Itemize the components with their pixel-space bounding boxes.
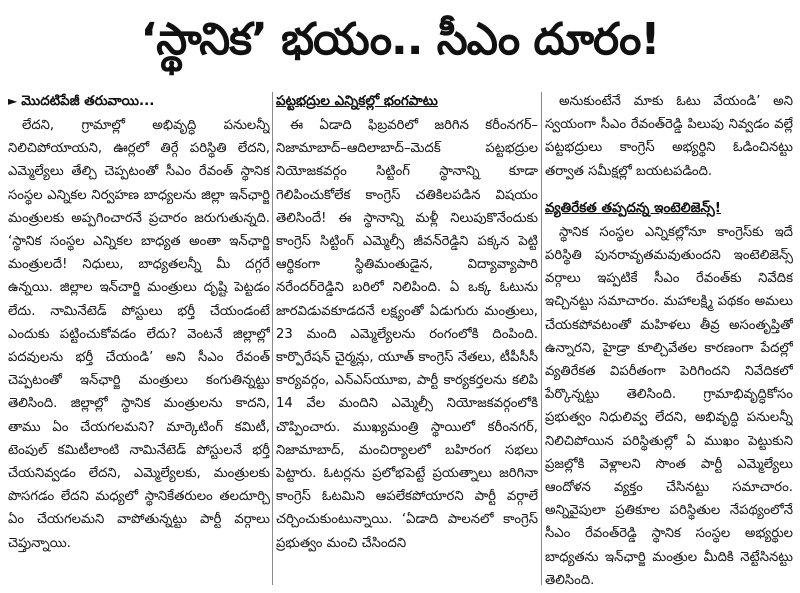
column-divider bbox=[272, 92, 273, 585]
section-subhead: పట్టభద్రుల ఎన్నికల్లో భంగపాటు bbox=[276, 93, 438, 109]
column-divider bbox=[541, 92, 542, 585]
article-column-1 bbox=[8, 90, 270, 587]
body-paragraph: స్థానిక సంస్థల ఎన్నికల్లోనూ కాంగ్రెస్‌కు ఇదే పరిస్థితి పునరావృతమవుతుందని ఇంటెలిజెన్స్ వర్గాలు ఇప్పటికే సీఎం రేవంత్‌కు నివేదిక ఇచ్చినట్టు సమాచారం. మహాలక్ష్మి పథకం అమలు చేయకపోవటంతో మహిళలు తీవ్ర అసంతృప్తితో ఉన్నారని, హైడ్రా కూల్చివేతల కారణంగా పేదల్లో వ్యతిరేకత విపరీతంగా పెరిగిందని నివేదికలో పేర్కొన్నట్టు తెలిసింది. గ్రామాభివృద్ధికోసం ప్రభుత్వం నిధులివ్వ లేదని, అభివృద్ధి పనులన్నీ నిలిచిపోయిన పరిస్థితుల్లో ఏ ముఖం పెట్టుకుని ప్రజల్లోకి వెళ్లాలని సొంత పార్టీ ఎమ్మెల్యేలు ఆందోళన వ్యక్తం చేసినట్టు సమాచారం. అన్నివైపులా ప్రతికూల పరిస్థితుల నేపథ్యంలోనే సీఎం రేవంత్‌రెడ్డి స్థానిక సంస్థల అభ్యర్థుల బాధ్యతను ఇన్‌ఛార్జి మంత్రుల మీదికి నెట్టేసినట్టు తెలిసింది. bbox=[545, 224, 793, 587]
arrow-icon: ► bbox=[8, 94, 18, 108]
body-paragraph: లేదని, గ్రామాల్లో అభివృద్ధి పనులన్నీ నిలిచిపోయాయని, ఊర్లలో తిర్గే పరిస్థితి లేదని, ఎమ్మెల్యేలు తేల్చి చెప్పటంతో సీఎం రేవంత్ స్థానిక సంస్థల ఎన్నికల నిర్వహణ బాధ్యలను జిల్లా ఇన్‌ఛార్జి మంత్రులకు అప్పగించారనే ప్రచారం జరుగుతున్నది. ‘స్థానిక సంస్థల ఎన్నికల బాధ్యత అంతా ఇన్‌ఛార్జి మంత్రులదే! నిధులు, బాధ్యతలన్నీ మీ దగ్గరే ఉన్నయి. జిల్లాల ఇన్‌చార్జి మంత్రులు దృష్టి పెట్టడం లేదు. నామినేటెడ్ పోస్టులు భర్తీ చేయండంటే ఎందుకు పట్టించుకోవడం లేదు? వెంటనే జిల్లాల్లో పదవులను భర్తీ చేయండి’ అని సీఎం రేవంత్ చెప్పటంతో ఇన్‌ఛార్జి మంత్రులు కంగుతిన్నట్టు తెలిసింది. జిల్లాల్లో స్థానిక మంత్రులను కాదని, తాము ఏం చేయగలమని? మార్కెటింగ్ కమిటీ, టెంపుల్ కమిటీలాంటి నామినేటెడ్ పోస్టులనే భర్తీ చేయనివ్వడం లేదని, ఎమ్మెల్యేలకు, మంత్రులకు పొసగడం లేదని మధ్యలో స్థానికేతరులం తలదూర్చి ఏం చేయగలమని వాపోతున్నట్టు పార్టీ వర్గాలు చెప్తున్నాయి. bbox=[8, 118, 270, 551]
body-paragraph: అనుకుంటేనే మాకు ఓటు వేయండి’ అని స్వయంగా సీఎం రేవంత్‌రెడ్డి పిలుపు నివ్వడం వల్లే పట్టభద్రులు కాంగ్రెస్ అభ్యర్థిని ఓడించినట్టు తర్వాత సమీక్షల్లో బయటపడింది. bbox=[545, 94, 793, 179]
paragraph-gap bbox=[545, 183, 793, 197]
continuation-kicker bbox=[8, 90, 270, 112]
section-subhead: వ్యతిరేకత తప్పదన్న ఇంటెలిజెన్స్! bbox=[545, 199, 721, 216]
article-column-3 bbox=[545, 90, 793, 587]
kicker-label: మొదటిపేజీ తరువాయి... bbox=[21, 93, 155, 109]
body-paragraph: ఈ ఏడాది ఫిబ్రవరిలో జరిగిన కరీంనగర్‌–నిజామాబాద్–ఆదిలాబాద్–మెదక్ పట్టభద్రుల నియోజకవర్గం సిట్టింగ్ స్థానాన్ని కూడా గెలిపించుకోలేక కాంగ్రెస్ చతికిలపడిన విషయం తెలిసిందే! ఈ స్థానాన్ని మళ్లీ నిలుపుకొనేందుకు కాంగ్రెస్ సిట్టింగ్ ఎమ్మెల్సీ జీవన్‌రెడ్డిని పక్కన పెట్టి ఆర్థికంగా స్థితిమంతుడైన, విద్యావ్యాపారి నరేందర్‌రెడ్డిని బరిలో నిలిపింది. ఏ ఒక్క ఓటును జారవిడువకూడదనే లక్ష్యంతో ఏడుగురు మంత్రులు, 23 మంది ఎమ్మెల్యేలను రంగంలోకి దింపింది. కార్పొరేషన్ చైర్మన్లు, యూత్ కాంగ్రెస్ నేతలు, టీపీసీసీ కార్యవర్గం, ఎన్‌ఎస్‌యూఐ, పార్టీ కార్యకర్తలను కలిపి 14 వేల మందిని ఎమ్మెల్సీ నియోజకవర్గంలోకి చొప్పించారు. ముఖ్యమంత్రి స్థాయిలో కరీంనగర్, నిజామాబాద్, మంచిర్యాలలో బహిరంగ సభలు పెట్టారు. ఓటర్లను ప్రలోభపెట్టే ప్రయత్నాలు జరిగినా కాంగ్రెస్ ఓటమిని ఆపలేకపోయారని పార్టీ వర్గాలే చర్చించుకుంటున్నాయి. ‘ఏడాది పాలనలో కాంగ్రెస్ ప్రభుత్వం మంచి చేసిందని bbox=[276, 118, 538, 551]
page-headline: ‘స్థానిక’ భయం.. సీఎం దూరం! bbox=[140, 14, 660, 65]
article-column-2 bbox=[276, 90, 538, 587]
